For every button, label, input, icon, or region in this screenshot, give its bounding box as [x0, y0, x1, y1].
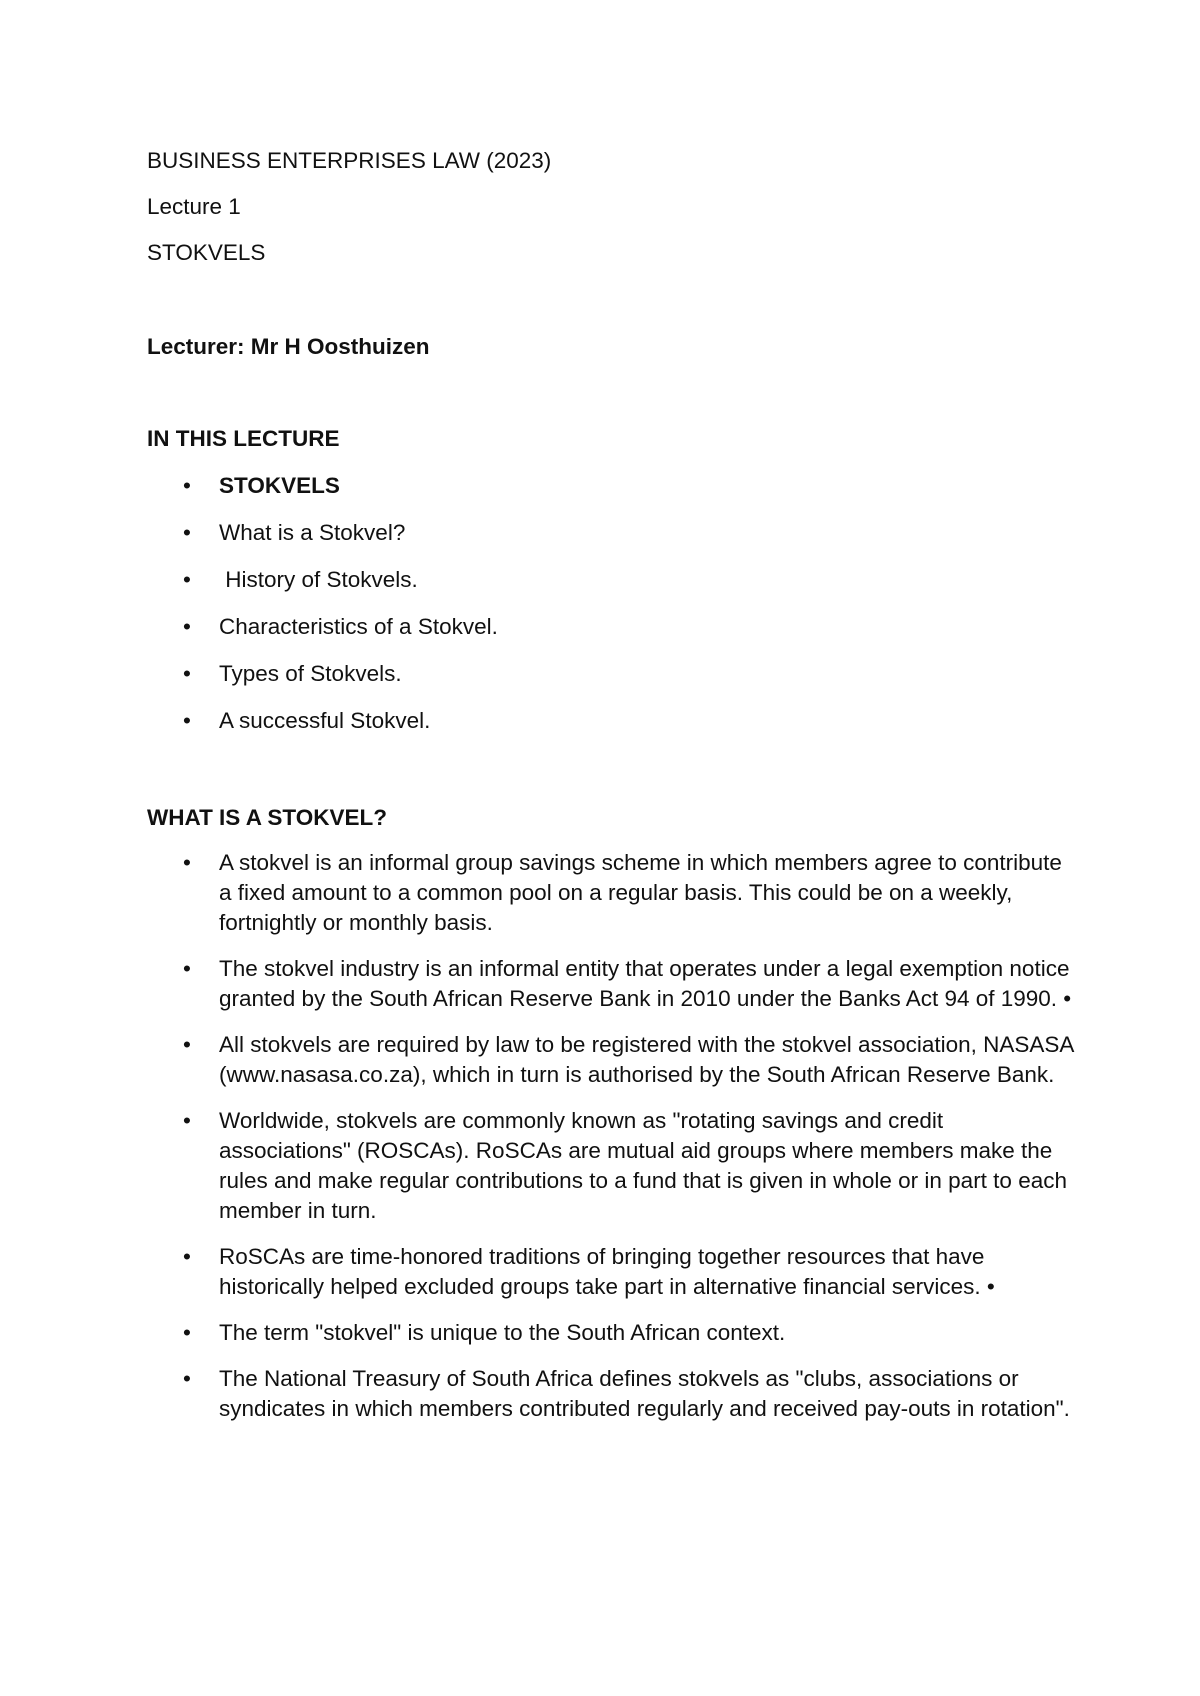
toc-item-label: Characteristics of a Stokvel. — [219, 614, 498, 639]
bullet-icon: • — [183, 1366, 191, 1391]
list-item — [147, 1106, 1079, 1226]
bullet-icon: • — [183, 520, 191, 545]
list-item — [147, 1242, 1079, 1302]
lecture-number: Lecture 1 — [147, 194, 241, 219]
section-heading-what-is-stokvel: WHAT IS A STOKVEL? — [147, 805, 387, 830]
list-item-text: The term "stokvel" is unique to the South African context. — [219, 1320, 786, 1345]
lecture-topic: STOKVELS — [147, 240, 266, 265]
list-item-text: The stokvel industry is an informal entity that operates under a legal exemption notice granted by the South African Reserve Bank in 2010 under the Banks Act 94 of 1990. • — [219, 956, 1072, 1011]
list-item — [147, 1364, 1079, 1424]
toc-item-types — [147, 659, 1077, 689]
toc-item-label: History of Stokvels. — [219, 567, 418, 592]
stokvel-points-list — [147, 848, 1077, 1424]
bullet-icon: • — [183, 473, 191, 498]
bullet-icon: • — [183, 708, 191, 733]
list-item-text: A stokvel is an informal group savings scheme in which members agree to contribute a fixed amount to a common pool on a regular basis. This could be on a weekly, fortnightly or monthly basis. — [219, 850, 1062, 935]
toc-heading: IN THIS LECTURE — [147, 426, 340, 451]
bullet-icon: • — [183, 1108, 191, 1133]
toc-item-label: Types of Stokvels. — [219, 661, 402, 686]
list-item — [147, 848, 1079, 938]
bullet-icon: • — [183, 567, 191, 592]
list-item — [147, 954, 1079, 1014]
list-item-text: RoSCAs are time-honored traditions of bringing together resources that have historically helped excluded groups take part in alternative financial services. • — [219, 1244, 995, 1299]
list-item-text: Worldwide, stokvels are commonly known as "rotating savings and credit associations" (ROSCAs). RoSCAs are mutual aid groups where members make the rules and make regular contributions to a fund that is given in whole or in part to each member in turn. — [219, 1108, 1067, 1223]
toc-item-what-is — [147, 518, 1077, 548]
toc-item-history — [147, 565, 1077, 595]
toc-item-characteristics — [147, 612, 1077, 642]
list-item — [147, 1318, 1079, 1348]
document-body — [147, 146, 1077, 1424]
bullet-icon: • — [183, 1244, 191, 1269]
bullet-icon: • — [183, 1032, 191, 1057]
bullet-icon: • — [183, 956, 191, 981]
bullet-icon: • — [183, 614, 191, 639]
list-item — [147, 1030, 1079, 1090]
toc-item-label: STOKVELS — [219, 473, 340, 498]
toc-item-stokvels — [147, 471, 1077, 501]
course-title: BUSINESS ENTERPRISES LAW (2023) — [147, 148, 552, 173]
toc-list — [147, 471, 1077, 736]
toc-item-label: What is a Stokvel? — [219, 520, 406, 545]
toc-item-successful — [147, 706, 1077, 736]
toc-item-label: A successful Stokvel. — [219, 708, 431, 733]
bullet-icon: • — [183, 1320, 191, 1345]
list-item-text: All stokvels are required by law to be registered with the stokvel association, NASASA (www.nasasa.co.za), which in turn is authorised by the South African Reserve Bank. — [219, 1032, 1074, 1087]
bullet-icon: • — [183, 850, 191, 875]
list-item-text: The National Treasury of South Africa defines stokvels as "clubs, associations or syndicates in which members contributed regularly and received pay-outs in rotation". — [219, 1366, 1070, 1421]
lecturer-name: Lecturer: Mr H Oosthuizen — [147, 334, 430, 359]
bullet-icon: • — [183, 661, 191, 686]
